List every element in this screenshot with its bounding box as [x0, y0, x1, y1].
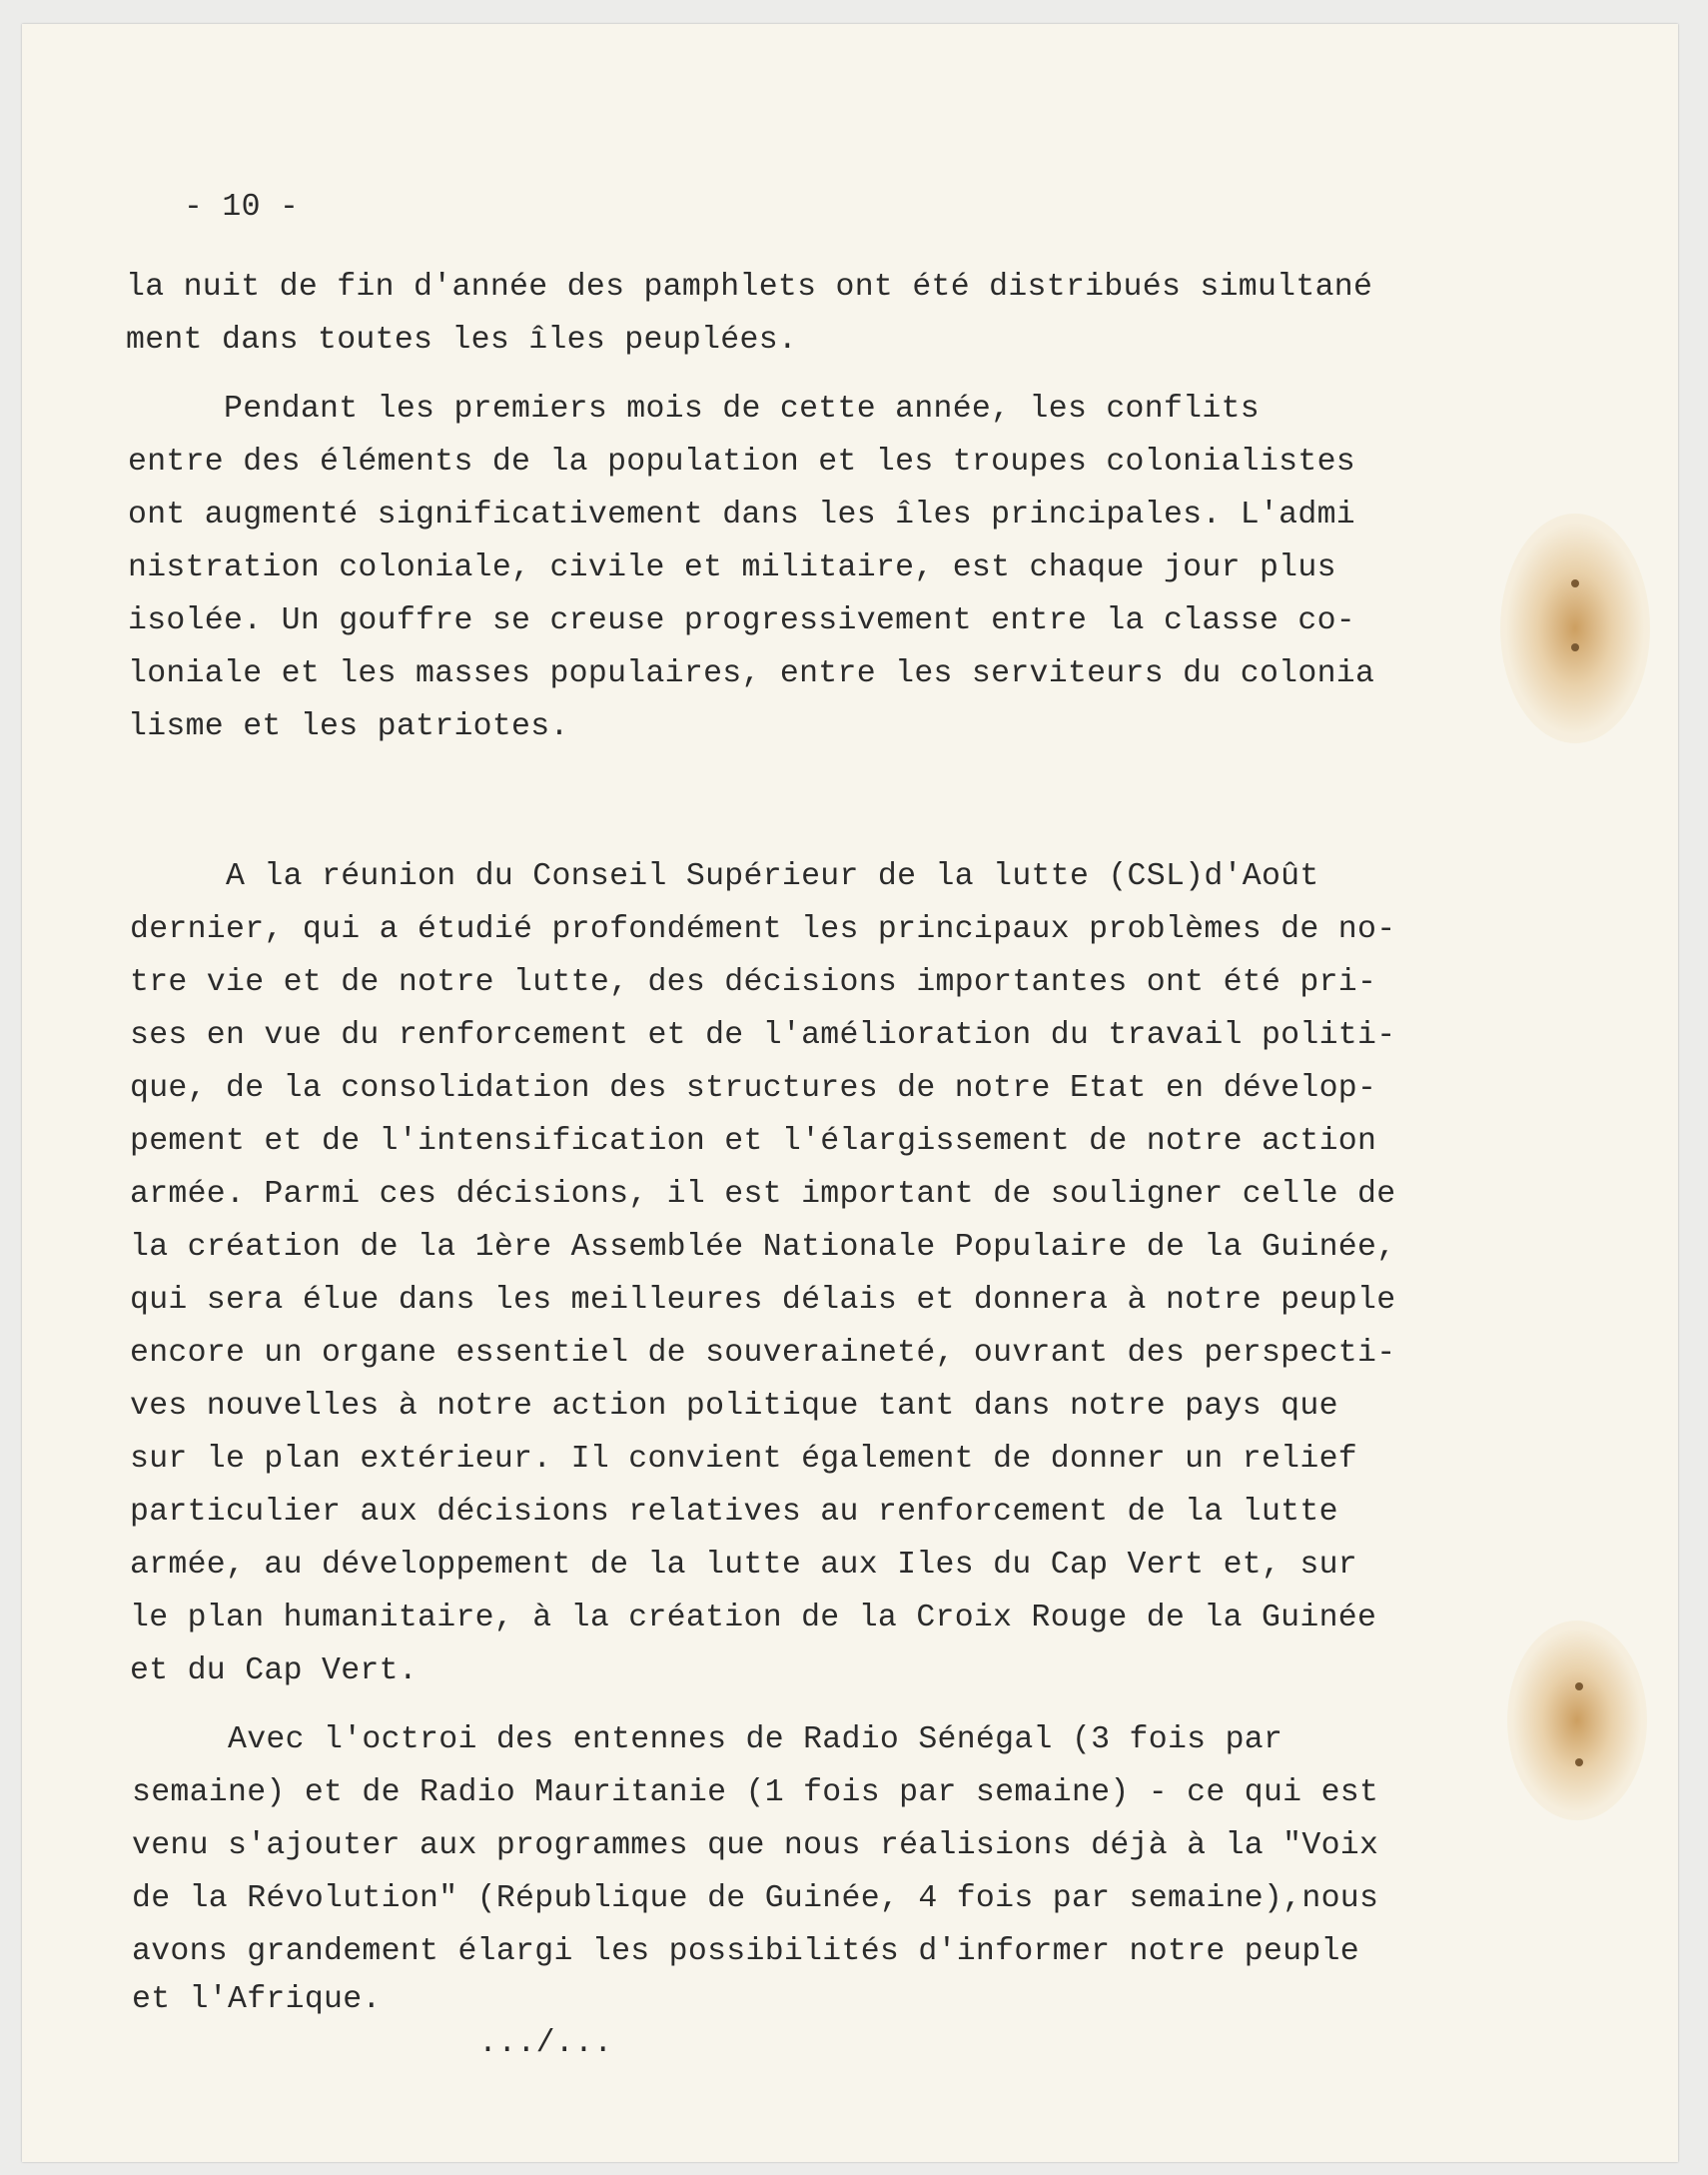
text-line: loniale et les masses populaires, entre les serviteurs du colonia: [128, 656, 1375, 691]
text-line: ont augmenté significativement dans les îles principales. L'admi: [128, 498, 1355, 533]
text-line: armée, au développement de la lutte aux Iles du Cap Vert et, sur: [130, 1548, 1357, 1583]
text-line: sur le plan extérieur. Il convient également de donner un relief: [130, 1442, 1357, 1477]
text-line: dernier, qui a étudié profondément les principaux problèmes de no-: [130, 912, 1396, 947]
text-line: avons grandement élargi les possibilités d'informer notre peuple: [132, 1934, 1359, 1969]
text-line: pement et de l'intensification et l'élargissement de notre action: [130, 1124, 1377, 1159]
text-line: armée. Parmi ces décisions, il est important de souligner celle de: [130, 1177, 1396, 1212]
text-line: de la Révolution" (République de Guinée, 4 fois par semaine),nous: [132, 1881, 1379, 1916]
text-line: tre vie et de notre lutte, des décisions importantes ont été pri-: [130, 965, 1377, 1000]
text-line: le plan humanitaire, à la création de la Croix Rouge de la Guinée: [130, 1601, 1377, 1635]
staple-hole: [1575, 1758, 1583, 1766]
text-line: venu s'ajouter aux programmes que nous réalisions déjà à la "Voix: [132, 1828, 1379, 1863]
text-line: particulier aux décisions relatives au renforcement de la lutte: [130, 1495, 1338, 1530]
staple-hole: [1571, 579, 1579, 587]
page-number: - 10 -: [184, 190, 300, 225]
text-line: encore un organe essentiel de souveraineté, ouvrant des perspecti-: [130, 1336, 1396, 1371]
text-line: Pendant les premiers mois de cette année, les conflits: [128, 392, 1260, 427]
text-line: A la réunion du Conseil Supérieur de la lutte (CSL)d'Août: [130, 859, 1319, 894]
text-line: nistration coloniale, civile et militaire, est chaque jour plus: [128, 550, 1336, 585]
text-line: entre des éléments de la population et les troupes colonialistes: [128, 445, 1355, 480]
text-line: ves nouvelles à notre action politique tant dans notre pays que: [130, 1389, 1338, 1424]
text-line: ses en vue du renforcement et de l'amélioration du travail politi-: [130, 1018, 1396, 1053]
text-line: isolée. Un gouffre se creuse progressivement entre la classe co-: [128, 603, 1355, 638]
text-line: et du Cap Vert.: [130, 1653, 419, 1688]
document-page: [22, 24, 1678, 2162]
text-line: et l'Afrique.: [132, 1982, 382, 2017]
text-line: lisme et les patriotes.: [128, 709, 569, 744]
text-line: la nuit de fin d'année des pamphlets ont été distribués simultané: [126, 270, 1373, 305]
text-line: ment dans toutes les îles peuplées.: [126, 323, 798, 358]
text-line: Avec l'octroi des entennes de Radio Sénégal (3 fois par: [132, 1722, 1283, 1757]
rust-stain-lower: [1507, 1621, 1647, 1820]
staple-hole: [1575, 1682, 1583, 1690]
text-line: semaine) et de Radio Mauritanie (1 fois par semaine) - ce qui est: [132, 1775, 1379, 1810]
staple-hole: [1571, 643, 1579, 651]
text-line: la création de la 1ère Assemblée Nationale Populaire de la Guinée,: [130, 1230, 1396, 1265]
continuation-mark: .../...: [478, 2026, 613, 2061]
rust-stain-upper: [1500, 514, 1650, 743]
text-line: que, de la consolidation des structures de notre Etat en dévelop-: [130, 1071, 1377, 1106]
text-line: qui sera élue dans les meilleures délais et donnera à notre peuple: [130, 1283, 1396, 1318]
